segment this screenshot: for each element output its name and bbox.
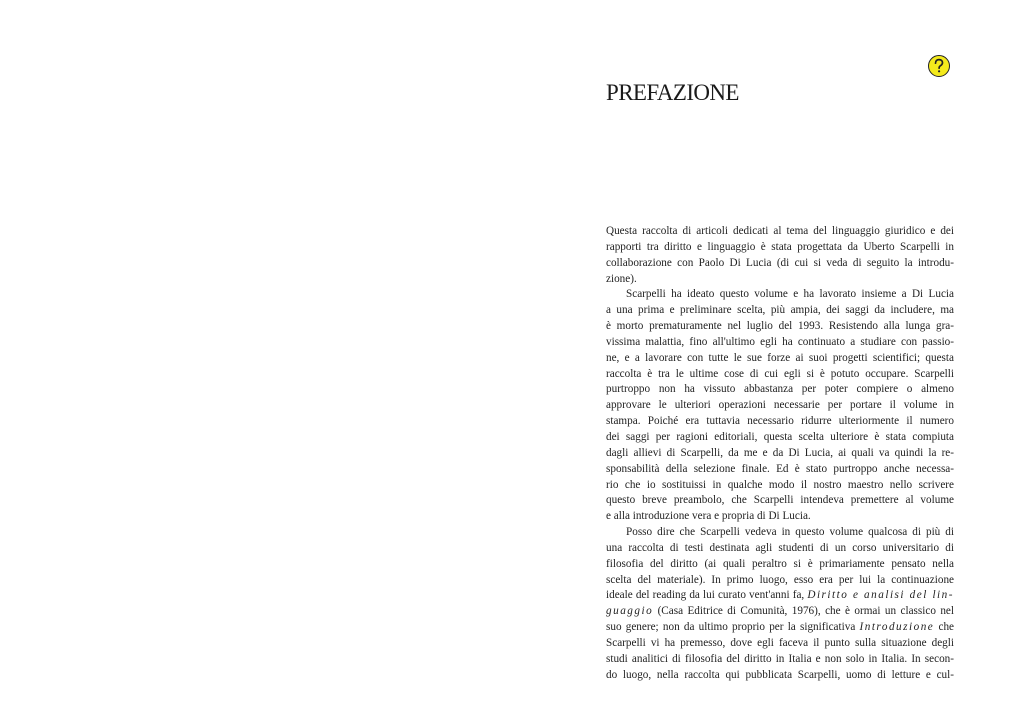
text-line: scelta del materiale). In primo luogo, esso era per lui la continuazione <box>606 573 954 586</box>
italic-title: guaggio <box>606 605 654 618</box>
text-line: Scarpelli vi ha premesso, dove egli faceva il punto sulla situazione degli <box>606 636 954 649</box>
text-line: rapporti tra diritto e linguaggio è stata progettata da Uberto Scarpelli in <box>606 240 954 253</box>
text-line: è morto prematuramente nel luglio del 1993. Resistendo alla lunga gra- <box>606 320 954 333</box>
text-line: rio che io sostituissi in qualche modo il nostro maestro nello scrivere <box>606 478 954 491</box>
text-line: e alla introduzione vera e propria di Di Lucia. <box>606 510 811 523</box>
text-line: filosofia del diritto (ai quali peraltro si è primariamente pensato nella <box>606 557 954 570</box>
text-line: vissima malattia, fino all'ultimo egli ha continuato a studiare con passio- <box>606 335 954 348</box>
text-line: studi analitici di filosofia del diritto in Italia e non solo in Italia. In secon- <box>606 652 954 665</box>
text-line: Posso dire che Scarpelli vedeva in questo volume qualcosa di più di <box>626 526 954 539</box>
text-line <box>606 620 954 636</box>
text-line: raccolta è tra le ultime cose di cui egli si è potuto occupare. Scarpelli <box>606 367 954 380</box>
text-line: stampa. Poiché era tuttavia necessario ridurre ulteriormente il numero <box>606 415 954 428</box>
italic-title: Introduzione <box>859 621 935 634</box>
text-line: dei saggi per ragioni editoriali, questa scelta ulteriore è stata compiuta <box>606 430 954 443</box>
text-line: sponsabilità della selezione finale. Ed è stato purtroppo anche necessa- <box>606 462 954 475</box>
text-line: ne, e a lavorare con tutte le sue forze ai suoi progetti scientifici; questa <box>606 351 954 364</box>
text-line: approvare le ulteriori operazioni necessarie per portare il volume in <box>606 399 954 412</box>
text-line: Questa raccolta di articoli dedicati al tema del linguaggio giuridico e dei <box>606 225 954 237</box>
text-line <box>606 588 954 604</box>
text-segment: (Casa Editrice di Comunità, 1976), che è ormai un classico nel <box>653 605 954 618</box>
text-line: a una prima e preliminare scelta, più ampia, dei saggi da includere, ma <box>606 304 954 317</box>
text-segment: suo genere; non da ultimo proprio per la significativa <box>606 621 860 634</box>
text-line: dagli allievi di Scarpelli, da me e da Di Lucia, ai quali va quindi la re- <box>606 446 954 459</box>
text-line: questo breve preambolo, che Scarpelli intendeva premettere al volume <box>606 494 954 507</box>
help-button[interactable] <box>928 55 950 77</box>
text-segment: che <box>934 621 954 634</box>
text-line <box>606 604 954 620</box>
text-line: una raccolta di testi destinata agli studenti di un corso universitario di <box>606 541 954 554</box>
text-line: do luogo, nella raccolta qui pubblicata Scarpelli, uomo di letture e cul- <box>606 668 954 681</box>
italic-title: Diritto e analisi del lin- <box>807 589 954 602</box>
text-line: Scarpelli ha ideato questo volume e ha lavorato insieme a Di Lucia <box>626 288 954 301</box>
question-mark-icon <box>932 58 946 74</box>
text-line: purtroppo non ha vissuto abbastanza per poter compiere o almeno <box>606 383 954 396</box>
text-line: zione). <box>606 272 637 285</box>
text-segment: ideale del reading da lui curato vent'anni fa, <box>606 589 808 602</box>
preface-body <box>606 224 954 683</box>
page-title: PREFAZIONE <box>606 80 739 105</box>
text-line: collaborazione con Paolo Di Lucia (di cui si veda di seguito la introdu- <box>606 256 954 269</box>
